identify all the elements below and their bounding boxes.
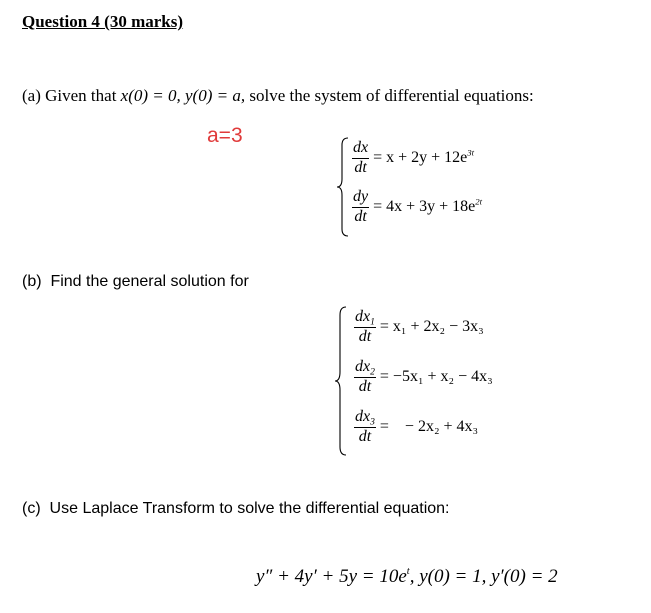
part-a-ending: solve the system of differential equations:: [249, 86, 534, 105]
fraction-numerator: $dx_2$: [355, 358, 375, 378]
fraction-numerator: $dx_1$: [355, 308, 375, 328]
equation-b2: [354, 359, 493, 396]
equation-c-conditions: , y(0) = 1, y′(0) = 2: [409, 566, 558, 587]
equation-c: [256, 566, 558, 588]
equation-c-exponent: t: [406, 566, 410, 578]
derivative-fraction: [352, 140, 369, 177]
equation-a2: [352, 189, 482, 226]
system-brace-b: [334, 306, 348, 456]
equation-rhs: = −5x₁ + x₂ − 4x₃: [379, 368, 493, 386]
derivative-fraction: [354, 409, 376, 446]
part-b-text: Find the general solution for: [50, 273, 249, 290]
equation-rhs: = − 2x₂ + 4x₃: [379, 418, 479, 436]
part-c-text: Use Laplace Transform to solve the differential equation:: [49, 500, 450, 517]
part-a-conditions: x(0) = 0, y(0) = a,: [120, 86, 246, 105]
fraction-denominator: dt: [358, 377, 372, 395]
fraction-denominator: dt: [354, 207, 367, 225]
handwritten-note: a=3: [207, 124, 243, 147]
equation-rhs: = $4x + 3y + 18e^{2t}$: [373, 196, 483, 216]
part-c-statement: [22, 500, 449, 518]
system-brace-a: [336, 137, 350, 237]
equation-b3: [354, 409, 478, 446]
fraction-denominator: dt: [354, 158, 367, 176]
equation-rhs: = $x + 2y + 12e^{3t}$: [373, 147, 475, 167]
fraction-denominator: dt: [358, 327, 372, 345]
equation-b1: [354, 309, 484, 346]
fraction-numerator: dy: [352, 189, 369, 208]
fraction-numerator: $dx_3$: [355, 408, 375, 428]
derivative-fraction: [354, 359, 376, 396]
equation-rhs: = x₁ + 2x₂ − 3x₃: [379, 318, 484, 336]
fraction-numerator: dx: [352, 140, 369, 159]
equation-a1: [352, 140, 474, 177]
part-a-statement: [22, 86, 534, 106]
part-b-label: (b): [22, 273, 42, 290]
derivative-fraction: [352, 189, 369, 226]
fraction-denominator: dt: [358, 427, 372, 445]
part-c-label: (c): [22, 500, 41, 517]
derivative-fraction: [354, 309, 376, 346]
part-a-intro: Given that: [45, 86, 117, 105]
part-b-statement: [22, 273, 249, 291]
part-a-label: (a): [22, 86, 41, 105]
question-title: Question 4 (30 marks): [22, 12, 184, 31]
equation-c-lhs: y″ + 4y′ + 5y = 10e: [256, 566, 407, 587]
